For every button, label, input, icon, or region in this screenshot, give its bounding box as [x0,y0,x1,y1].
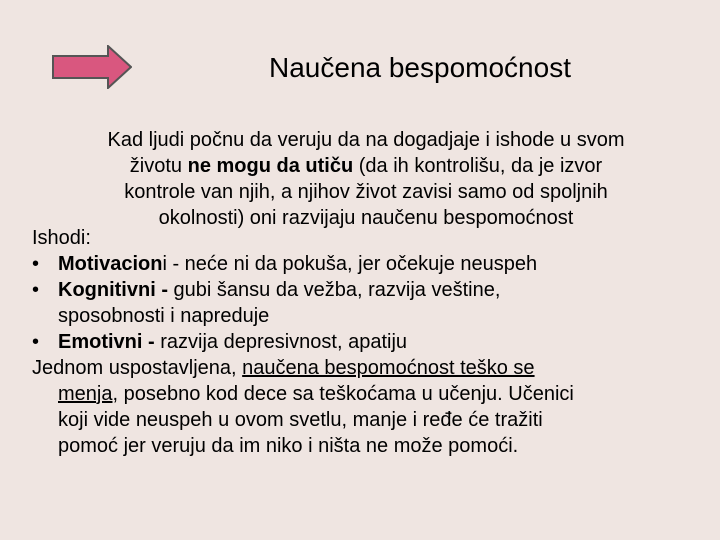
slide-title: Naučena bespomoćnost [269,52,571,83]
bullet-term: Motivacion [58,253,163,275]
closing-line-2 [32,381,712,407]
intro-text: (da ih kontrolišu, da je izvor [353,155,603,177]
closing-underlined-text: menja [58,383,113,405]
bullet-text [58,329,407,355]
bullet-description: razvija depresivnost, apatiju [160,331,408,353]
bullet-term: Emotivni - [58,331,161,353]
closing-line-3: koji vide neuspeh u ovom svetlu, manje i ređe će tražiti [58,409,543,431]
bullet-term: Kognitivni - [58,279,174,301]
bullet-item-cognitive [32,277,712,329]
closing-paragraph [32,355,712,459]
bullet-icon: • [32,253,40,275]
outcomes-label: Ishodi: [32,227,91,249]
bullet-description: i - neće ni da pokuša, jer očekuje neuspeh [162,253,538,275]
bullet-item-motivational [32,251,712,277]
intro-text: životu [129,155,188,177]
intro-paragraph [36,127,696,231]
right-arrow-icon [52,45,132,89]
intro-line-3: kontrole van njih, a njihov život zavisi samo od spoljnih [124,181,608,203]
bullet-text [58,251,537,277]
bullet-description: gubi šansu da vežba, razvija veštine, [173,279,501,301]
bullet-item-emotional [32,329,712,355]
intro-line-4: okolnosti) oni razvijaju naučenu bespomoćnost [158,207,574,229]
closing-text: , posebno kod dece sa teškoćama u učenju. Učenici [112,383,574,405]
closing-line-4: pomoć jer veruju da im niko i ništa ne može pomoći. [58,435,519,457]
outcomes-section [32,225,712,459]
bullet-text [58,277,500,329]
bullet-description-continued: sposobnosti i napreduje [58,305,270,327]
intro-line-1: Kad ljudi počnu da veruju da na dogadjaje i ishode u svom [107,129,625,151]
closing-text: Jednom uspostavljena, [32,357,243,379]
closing-underlined-text: naučena bespomoćnost teško se [242,357,535,379]
intro-emphasis: ne mogu da utiču [187,155,354,177]
bullet-icon: • [32,331,40,353]
closing-line-1 [32,355,712,381]
bullet-icon: • [32,279,40,301]
intro-line-2 [36,153,696,179]
